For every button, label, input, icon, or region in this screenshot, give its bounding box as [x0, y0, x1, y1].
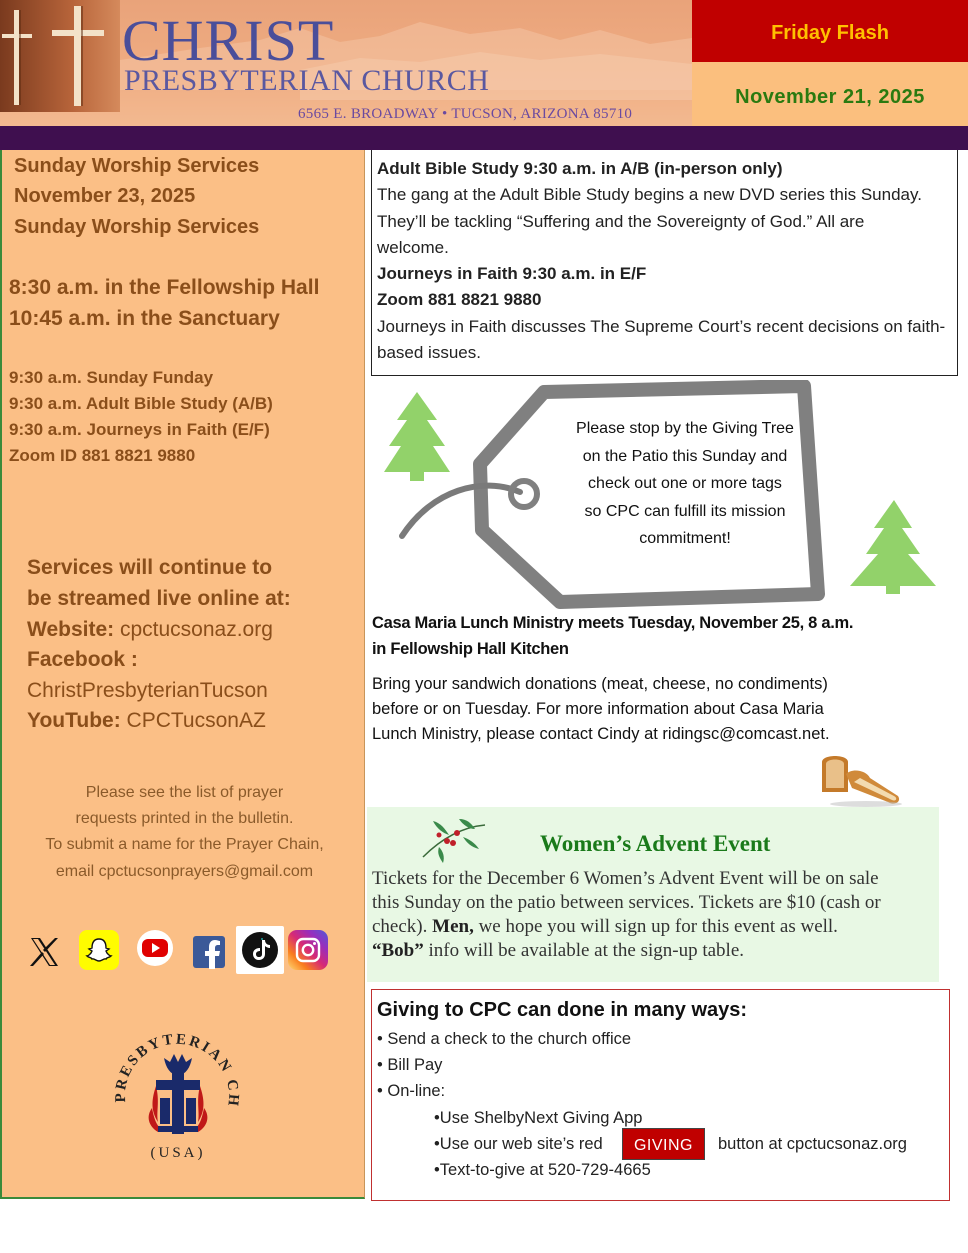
facebook-icon[interactable]	[189, 932, 229, 972]
casa-maria-heading: Casa Maria Lunch Ministry meets Tuesday, November 25, 8 a.m.	[372, 614, 854, 632]
giving-online-method: •Use ShelbyNext Giving App	[434, 1109, 643, 1127]
zoom-id: Zoom ID 881 8821 9880	[9, 446, 196, 465]
advent-text	[372, 916, 838, 938]
giving-tree-line: Please stop by the Giving Tree	[576, 420, 794, 437]
snapchat-icon[interactable]	[79, 930, 119, 970]
giving-method: • Bill Pay	[377, 1056, 443, 1074]
instagram-icon[interactable]	[288, 930, 328, 970]
advent-text: Tickets for the December 6 Women’s Advent Event will be on sale	[372, 868, 879, 889]
website-label: Website:	[27, 618, 115, 641]
divider-bar	[0, 126, 968, 150]
advent-text-part: info will be available at the sign-up table.	[423, 940, 745, 961]
giving-online-method: button at cpctucsonaz.org	[718, 1135, 907, 1153]
issue-date: November 21, 2025	[735, 86, 925, 108]
pcusa-seal	[106, 1018, 246, 1168]
worship-heading-repeat: Sunday Worship Services	[14, 216, 260, 238]
church-address: 6565 E. BROADWAY • TUCSON, ARIZONA 85710	[298, 106, 633, 122]
service-time-1: 8:30 a.m. in the Fellowship Hall	[9, 276, 320, 299]
casa-maria-text: Bring your sandwich donations (meat, cheese, no condiments)	[372, 675, 828, 693]
journeys-heading: Journeys in Faith 9:30 a.m. in E/F	[377, 264, 647, 284]
website-line	[27, 618, 273, 642]
prayer-text: requests printed in the bulletin.	[75, 810, 294, 827]
church-name: CHRIST	[122, 8, 335, 73]
giving-tree-line: check out one or more tags	[588, 475, 782, 492]
svg-text:(USA): (USA)	[150, 1145, 206, 1161]
schedule-item: 9:30 a.m. Sunday Funday	[9, 368, 214, 387]
worship-date: November 23, 2025	[14, 185, 196, 207]
casa-maria-heading: in Fellowship Hall Kitchen	[372, 640, 569, 658]
giving-button[interactable]: GIVING	[622, 1128, 705, 1160]
flash-title: Friday Flash	[771, 22, 889, 44]
giving-box	[371, 989, 950, 1201]
stream-text: be streamed live online at:	[27, 587, 291, 610]
advent-text	[372, 940, 744, 962]
prayer-text: To submit a name for the Prayer Chain,	[45, 836, 324, 853]
giving-tree-line: commitment!	[639, 530, 731, 547]
youtube-icon[interactable]	[135, 928, 175, 968]
worship-heading: Sunday Worship Services	[14, 155, 260, 177]
youtube-line	[27, 709, 266, 733]
issue-date-box	[692, 62, 968, 126]
schedule-item: 9:30 a.m. Journeys in Faith (E/F)	[9, 420, 270, 439]
advent-text-part: check).	[372, 916, 433, 937]
bread-icon	[818, 752, 904, 813]
church-banner	[0, 0, 692, 126]
bible-study-text: They’ll be tackling “Suffering and the Sovereignty of God.” All are	[377, 211, 865, 231]
youtube-label: YouTube:	[27, 709, 121, 732]
youtube-link[interactable]: CPCTucsonAZ	[120, 709, 266, 732]
journeys-text: Journeys in Faith discusses The Supreme Court’s recent decisions on faith-	[377, 316, 946, 336]
website-link[interactable]: cpctucsonaz.org	[114, 618, 273, 641]
giving-method: • Send a check to the church office	[377, 1030, 632, 1048]
crosses-logo	[0, 0, 120, 112]
giving-tree-text	[560, 415, 810, 553]
advent-text-part: we hope you will sign up for this event as well.	[473, 916, 838, 937]
prayer-email[interactable]: email cpctucsonprayers@gmail.com	[55, 863, 314, 880]
casa-maria-text: Lunch Ministry, please contact Cindy at ridingsc@comcast.net.	[372, 725, 830, 743]
facebook-link[interactable]: ChristPresbyterianTucson	[27, 679, 268, 702]
stream-text: Services will continue to	[27, 556, 273, 579]
journeys-text: based issues.	[377, 343, 481, 363]
giving-method: • On-line:	[377, 1082, 446, 1100]
bible-study-text: The gang at the Adult Bible Study begins a new DVD series this Sunday.	[377, 185, 922, 205]
tree-icon	[384, 392, 450, 481]
header	[0, 0, 968, 126]
journeys-zoom: Zoom 881 8821 9880	[377, 290, 542, 310]
prayer-text: Please see the list of prayer	[85, 784, 284, 801]
advent-title: Women’s Advent Event	[540, 831, 771, 856]
flash-title-box	[692, 0, 968, 62]
x-icon[interactable]	[24, 932, 64, 972]
giving-tree-line: so CPC can fulfill its mission	[584, 502, 786, 520]
advent-men-emphasis: Men,	[432, 916, 474, 937]
advent-bob-emphasis: “Bob”	[372, 940, 424, 961]
giving-tree-section	[372, 380, 968, 612]
giving-online-method: •Text-to-give at 520-729-4665	[434, 1161, 651, 1179]
bible-study-heading: Adult Bible Study 9:30 a.m. in A/B (in-person only)	[377, 159, 783, 178]
bible-study-text: welcome.	[377, 237, 449, 257]
holly-icon	[413, 807, 493, 867]
giving-online-method: •Use our web site’s red	[434, 1135, 603, 1153]
bible-study-box	[371, 150, 958, 376]
advent-text: this Sunday on the patio between services. Tickets are $10 (cash or	[372, 892, 881, 913]
advent-section	[367, 807, 939, 982]
svg-text:PRESBYTERIAN CHURCH: PRESBYTERIAN CH	[112, 1031, 242, 1109]
giving-title: Giving to CPC can done in many ways:	[377, 999, 748, 1021]
church-subtitle: PRESBYTERIAN CHURCH	[124, 64, 490, 97]
casa-maria-text: before or on Tuesday. For more information about Casa Maria	[372, 700, 824, 718]
giving-tree-line: on the Patio this Sunday and	[582, 447, 788, 465]
facebook-label: Facebook :	[27, 648, 138, 671]
tiktok-icon[interactable]	[236, 926, 284, 974]
schedule-item: 9:30 a.m. Adult Bible Study (A/B)	[9, 394, 273, 413]
service-time-2: 10:45 a.m. in the Sanctuary	[9, 307, 280, 330]
